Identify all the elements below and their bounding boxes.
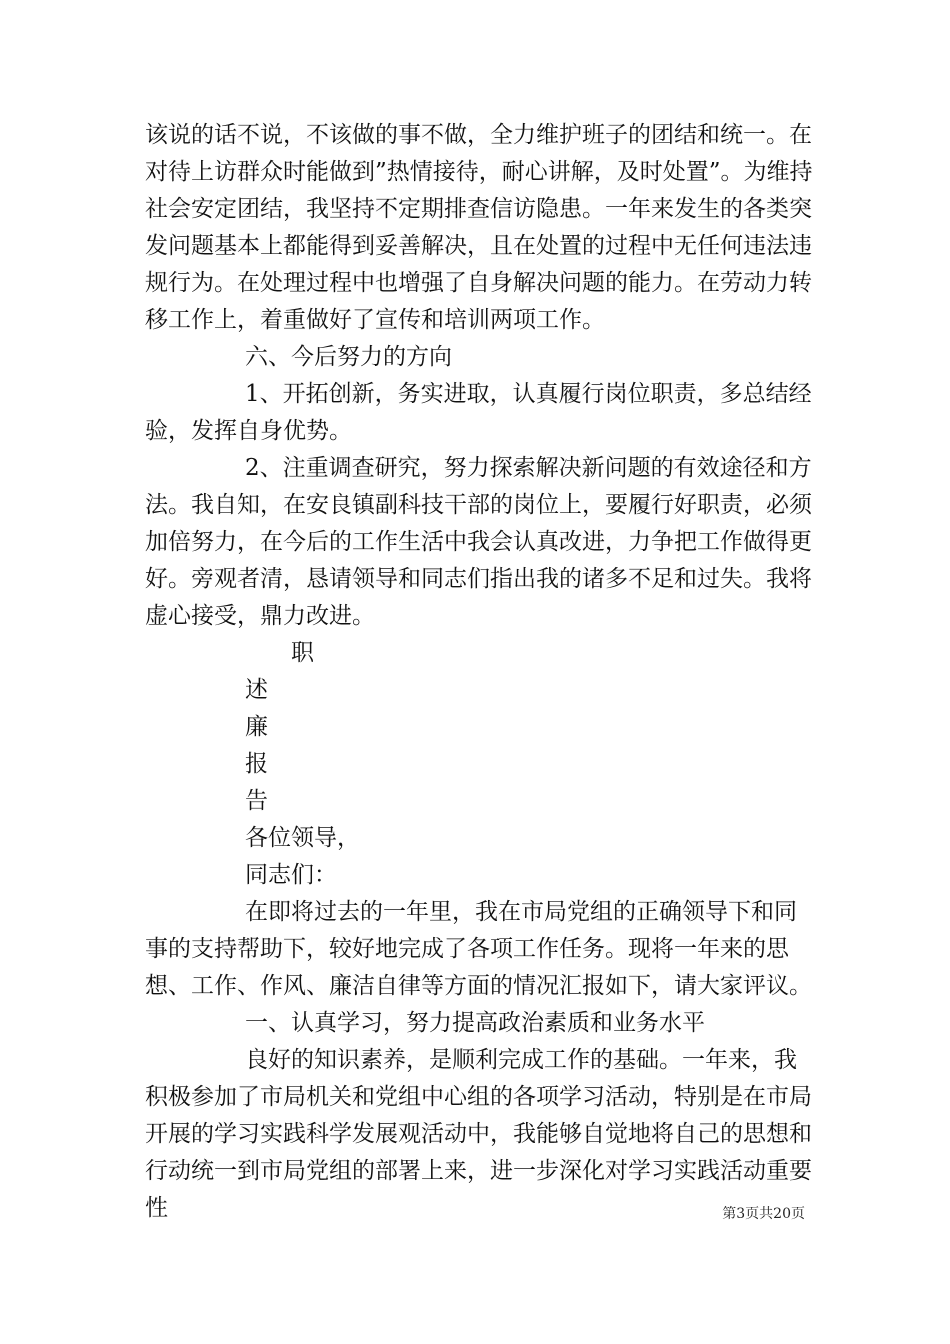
vertical-title <box>145 635 815 820</box>
title-char: 廉 <box>245 714 268 740</box>
document-body <box>145 117 815 1227</box>
salutation-comrades: 同志们： <box>245 862 337 888</box>
paragraph-study: 良好的知识素养，是顺利完成工作的基础。一年来，我积极参加了市局机关和党组中心组的各项学习活动，特别是在市局开展的学习实践科学发展观活动中，我能够自觉地将自己的思想和行动统一到市局党组的部署上来，进一步深化对学习实践活动重要性 <box>145 1047 812 1221</box>
title-char: 述 <box>245 677 268 703</box>
title-char: 报 <box>245 751 268 777</box>
salutation-leaders: 各位领导， <box>245 825 360 851</box>
paragraph-continuation: 该说的话不说，不该做的事不做，全力维护班子的团结和统一。在对待上访群众时能做到”热情接待，耐心讲解，及时处置”。为维持社会安定团结，我坚持不定期排查信访隐患。一年来发生的各类突发问题基本上都能得到妥善解决，且在处置的过程中无任何违法违规行为。在处理过程中也增强了自身解决问题的能力。在劳动力转移工作上，着重做好了宣传和培训两项工作。 <box>145 122 813 333</box>
list-item-2: 2、注重调查研究，努力探索解决新问题的有效途径和方法。我自知，在安良镇副科技干部的岗位上，要履行好职责，必须加倍努力，在今后的工作生活中我会认真改进，力争把工作做得更好。旁观者清，恳请领导和同志们指出我的诸多不足和过失。我将虚心接受，鼎力改进。 <box>145 455 812 629</box>
paragraph-intro: 在即将过去的一年里，我在市局党组的正确领导下和同事的支持帮助下，较好地完成了各项工作任务。现将一年来的思想、工作、作风、廉洁自律等方面的情况汇报如下，请大家评议。 <box>145 899 812 999</box>
section-heading-study: 一、认真学习，努力提高政治素质和业务水平 <box>245 1010 705 1036</box>
title-char: 职 <box>291 640 314 666</box>
list-item-1: 1、开拓创新，务实进取，认真履行岗位职责，多总结经验，发挥自身优势。 <box>145 381 812 444</box>
title-char: 告 <box>245 788 268 814</box>
page-number: 第3页共20页 <box>722 1206 805 1222</box>
section-heading-future-direction: 六、今后努力的方向 <box>245 344 452 370</box>
